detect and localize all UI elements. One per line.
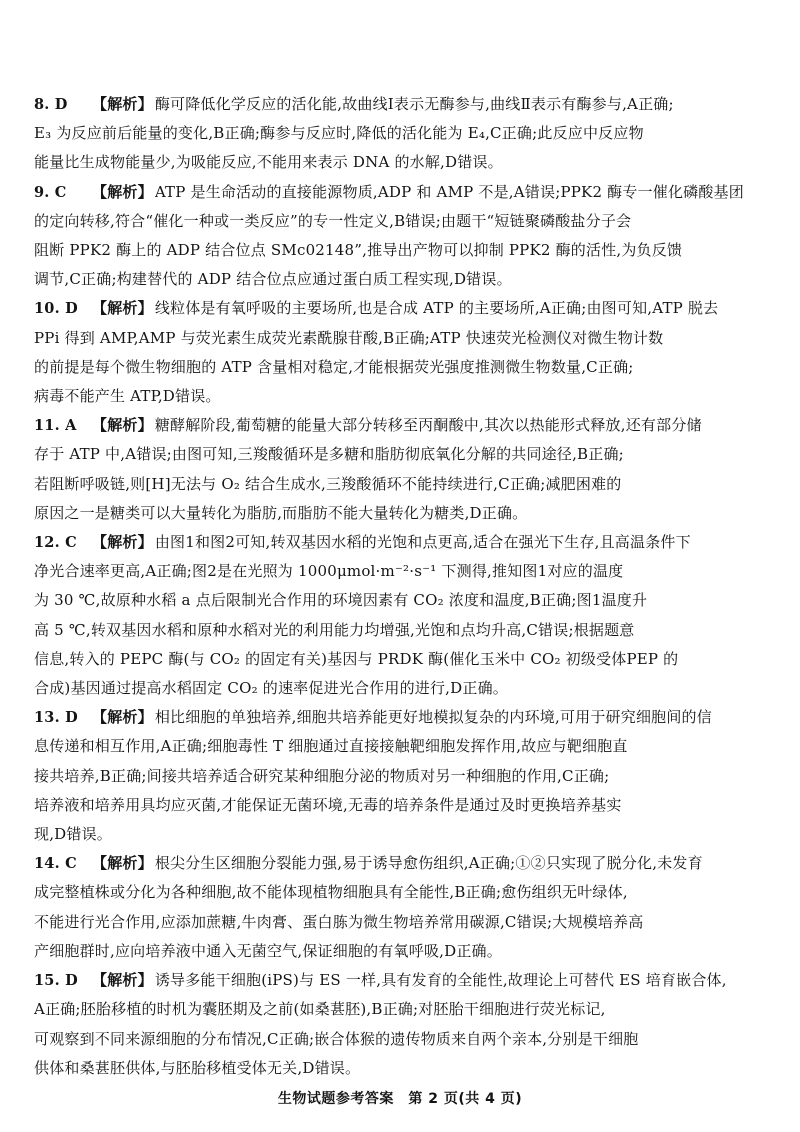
analysis-tag: 【解析】 — [92, 854, 153, 873]
answer-text: 净光合速率更高,A正确;图2是在光照为 1000μmol·m⁻²·s⁻¹ 下测得,推知图1对应的温度 — [34, 562, 624, 581]
question-number: 11. A — [34, 417, 77, 435]
answer-line — [34, 966, 770, 995]
answer-entry — [34, 411, 770, 528]
answer-entry — [34, 294, 770, 411]
answer-line — [34, 849, 770, 878]
answer-text: ATP 是生命活动的直接能源物质,ADP 和 AMP 不是,A错误;PPK2 酶专一催化磷酸基团 — [154, 182, 744, 201]
answer-text: 的前提是每个微生物细胞的 ATP 含量相对稳定,才能根据荧光强度推测微生物数量,C正确; — [34, 357, 634, 376]
answer-text: 诱导多能干细胞(iPS)与 ES 一样,具有发育的全能性,故理论上可替代 ES 培育嵌合体, — [154, 971, 727, 990]
answer-line — [34, 411, 770, 440]
answer-text: 供体和桑葚胚供体,与胚胎移植受体无关,D错误。 — [34, 1058, 361, 1077]
answer-line — [34, 732, 770, 761]
answer-text: 糖酵解阶段,葡萄糖的能量大部分转移至丙酮酸中,其次以热能形式释放,还有部分储 — [154, 416, 702, 435]
answer-line — [34, 148, 770, 177]
answer-text: 为 30 ℃,故原种水稻 a 点后限制光合作用的环境因素有 CO₂ 浓度和温度,B正确;图1温度升 — [34, 591, 648, 610]
question-number: 13. D — [34, 709, 78, 727]
analysis-tag: 【解析】 — [92, 416, 153, 435]
answer-line — [34, 1025, 770, 1054]
analysis-tag: 【解析】 — [92, 182, 153, 201]
answer-text: 调节,C正确;构建替代的 ADP 结合位点应通过蛋白质工程实现,D错误。 — [34, 270, 512, 289]
answer-text: 接共培养,B正确;间接共培养适合研究某种细胞分泌的物质对另一种细胞的作用,C正确; — [34, 766, 610, 785]
answer-line — [34, 1054, 770, 1083]
answer-entry — [34, 849, 770, 966]
answer-text: 根尖分生区细胞分裂能力强,易于诱导愈伤组织,A正确;①②只实现了脱分化,未发育 — [154, 854, 703, 873]
answer-line — [34, 645, 770, 674]
answer-text: 存于 ATP 中,A错误;由图可知,三羧酸循环是多糖和脂肪彻底氧化分解的共同途径,B正确; — [34, 445, 624, 464]
question-number: 15. D — [34, 972, 78, 990]
answer-text: 培养液和培养用具均应灭菌,才能保证无菌环境,无毒的培养条件是通过及时更换培养基实 — [34, 795, 622, 814]
answer-text: 由图1和图2可知,转双基因水稻的光饱和点更高,适合在强光下生存,且高温条件下 — [154, 533, 691, 552]
analysis-tag: 【解析】 — [92, 299, 153, 318]
answer-line — [34, 382, 770, 411]
answer-entry — [34, 178, 770, 295]
answer-line — [34, 762, 770, 791]
answer-line — [34, 207, 770, 236]
answer-entry — [34, 90, 770, 178]
answer-text: 成完整植株或分化为各种细胞,故不能体现植物细胞具有全能性,B正确;愈伤组织无叶绿体, — [34, 883, 628, 902]
answer-entry — [34, 703, 770, 849]
answer-text: 息传递和相互作用,A正确;细胞毒性 T 细胞通过直接接触靶细胞发挥作用,故应与靶细胞直 — [34, 737, 628, 756]
analysis-tag: 【解析】 — [92, 708, 153, 727]
answer-text: 产细胞群时,应向培养液中通入无菌空气,保证细胞的有氧呼吸,D正确。 — [34, 941, 502, 960]
answer-list — [34, 90, 770, 1083]
answer-line — [34, 908, 770, 937]
analysis-tag: 【解析】 — [92, 533, 153, 552]
answer-text: 不能进行光合作用,应添加蔗糖,牛肉膏、蛋白胨为微生物培养常用碳源,C错误;大规模培养高 — [34, 912, 644, 931]
answer-line — [34, 353, 770, 382]
answer-text: 的定向转移,符合“催化一种或一类反应”的专一性定义,B错误;由题干“短链聚磷酸盐分子会 — [34, 211, 632, 230]
answer-line — [34, 236, 770, 265]
answer-line — [34, 499, 770, 528]
answer-line — [34, 528, 770, 557]
answer-entry — [34, 528, 770, 703]
answer-text: 高 5 ℃,转双基因水稻和原种水稻对光的利用能力均增强,光饱和点均升高,C错误;根据题意 — [34, 620, 635, 639]
answer-text: 阻断 PPK2 酶上的 ADP 结合位点 SMc02148”,推导出产物可以抑制 PPK2 酶的活性,为负反馈 — [34, 241, 683, 260]
answer-text: 病毒不能产生 ATP,D错误。 — [34, 387, 221, 406]
answer-text: 原因之一是糖类可以大量转化为脂肪,而脂肪不能大量转化为糖类,D正确。 — [34, 503, 528, 522]
answer-text: 可观察到不同来源细胞的分布情况,C正确;嵌合体猴的遗传物质来自两个亲本,分别是干细胞 — [34, 1029, 639, 1048]
answer-entry — [34, 966, 770, 1083]
question-number: 14. C — [34, 855, 77, 873]
answer-text: 线粒体是有氧呼吸的主要场所,也是合成 ATP 的主要场所,A正确;由图可知,ATP 脱去 — [154, 299, 719, 318]
answer-line — [34, 90, 770, 119]
answer-text: 信息,转入的 PEPC 酶(与 CO₂ 的固定有关)基因与 PRDK 酶(催化玉米中 CO₂ 初级受体PEP 的 — [34, 649, 679, 668]
answer-line — [34, 586, 770, 615]
answer-line — [34, 440, 770, 469]
answer-text: 现,D错误。 — [34, 825, 112, 844]
answer-text: 酶可降低化学反应的活化能,故曲线Ⅰ表示无酶参与,曲线Ⅱ表示有酶参与,A正确; — [154, 95, 674, 113]
answer-line — [34, 616, 770, 645]
question-number: 9. C — [34, 183, 67, 201]
answer-line — [34, 878, 770, 907]
answer-text: 相比细胞的单独培养,细胞共培养能更好地模拟复杂的内环境,可用于研究细胞间的信 — [154, 708, 712, 727]
analysis-tag: 【解析】 — [92, 95, 153, 113]
question-number: 12. C — [34, 534, 77, 552]
page-footer: 生物试题参考答案 第 2 页(共 4 页) — [277, 1091, 523, 1107]
analysis-tag: 【解析】 — [92, 971, 153, 990]
answer-line — [34, 265, 770, 294]
answer-text: 合成)基因通过提高水稻固定 CO₂ 的速率促进光合作用的进行,D正确。 — [34, 679, 508, 698]
question-number: 10. D — [34, 300, 78, 318]
answer-text: 若阻断呼吸链,则[H]无法与 O₂ 结合生成水,三羧酸循环不能持续进行,C正确;减肥困难的 — [34, 474, 622, 493]
answer-line — [34, 937, 770, 966]
answer-line — [34, 557, 770, 586]
answer-line — [34, 324, 770, 353]
answer-line — [34, 703, 770, 732]
answer-line — [34, 178, 770, 207]
answer-text: E₃ 为反应前后能量的变化,B正确;酶参与反应时,降低的活化能为 E₄,C正确;此反应中反应物 — [34, 124, 644, 143]
answer-line — [34, 791, 770, 820]
answer-text: 能量比生成物能量少,为吸能反应,不能用来表示 DNA 的水解,D错误。 — [34, 153, 503, 172]
answer-line — [34, 294, 770, 323]
answer-text: PPi 得到 AMP,AMP 与荧光素生成荧光素酰腺苷酸,B正确;ATP 快速荧光检测仪对微生物计数 — [34, 328, 664, 347]
answer-line — [34, 820, 770, 849]
answer-line — [34, 995, 770, 1024]
answer-line — [34, 674, 770, 703]
answer-text: A正确;胚胎移植的时机为囊胚期及之前(如桑葚胚),B正确;对胚胎干细胞进行荧光标记, — [34, 1000, 606, 1019]
answer-line — [34, 119, 770, 148]
question-number: 8. D — [34, 96, 68, 113]
answer-line — [34, 470, 770, 499]
